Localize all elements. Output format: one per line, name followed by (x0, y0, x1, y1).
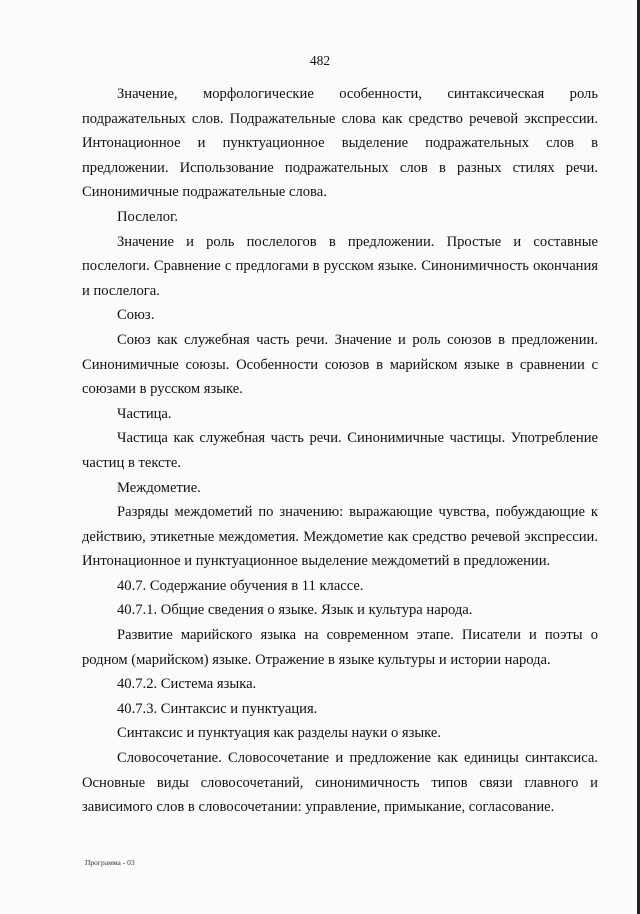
section-heading: Союз. (117, 307, 155, 324)
paragraph: Словосочетание. Словосочетание и предложение как единицы синтаксиса. Основные виды словосочетаний, синонимичность типов связи главного и зависимого слов в словосочетании: управление, примыкание, согласование. (82, 750, 598, 816)
footer-label: Программа - 03 (85, 858, 135, 867)
section-heading: 40.7.2. Система языка. (117, 676, 257, 693)
paragraph: Частица как служебная часть речи. Синонимичные частицы. Употребление частиц в тексте. (82, 430, 598, 471)
document-body (82, 82, 598, 820)
paragraph: Союз как служебная часть речи. Значение и роль союзов в предложении. Синонимичные союзы. Особенности союзов в марийском языке в сравнении с союзами в русском языке. (82, 331, 598, 398)
paragraph: Разряды междометий по значению: выражающие чувства, побуждающие к действию, этикетные междометия. Междометие как средство речевой экспрессии. Интонационное и пунктуационное выделение междометий в предложении. (82, 504, 598, 570)
paragraph: Развитие марийского языка на современном этапе. Писатели и поэты о родном (марийском) языке. Отражение в языке культуры и истории народа. (82, 627, 598, 668)
paragraph: Синтаксис и пунктуация как разделы науки о языке. (117, 725, 442, 742)
page-number: 482 (309, 53, 331, 68)
paragraph: Значение, морфологические особенности, синтаксическая роль подражательных слов. Подражательные слова как средство речевой экспрессии. Интонационное и пунктуационное выделение подражательных слов в предложении. Использование подражательных слов в разных стилях речи. Синонимичные подражательные слова. (82, 86, 598, 201)
section-heading: 40.7.1. Общие сведения о языке. Язык и культура народа. (117, 602, 473, 619)
section-heading: Частица. (117, 405, 172, 422)
section-heading: Послелог. (117, 208, 179, 225)
section-heading: 40.7.3. Синтаксис и пунктуация. (117, 700, 318, 717)
section-heading: 40.7. Содержание обучения в 11 классе. (117, 577, 364, 594)
paragraph: Значение и роль послелогов в предложении. Простые и составные послелоги. Сравнение с предлогами в русском языке. Синонимичность окончания и послелога. (82, 233, 598, 299)
section-heading: Междометие. (117, 479, 201, 496)
